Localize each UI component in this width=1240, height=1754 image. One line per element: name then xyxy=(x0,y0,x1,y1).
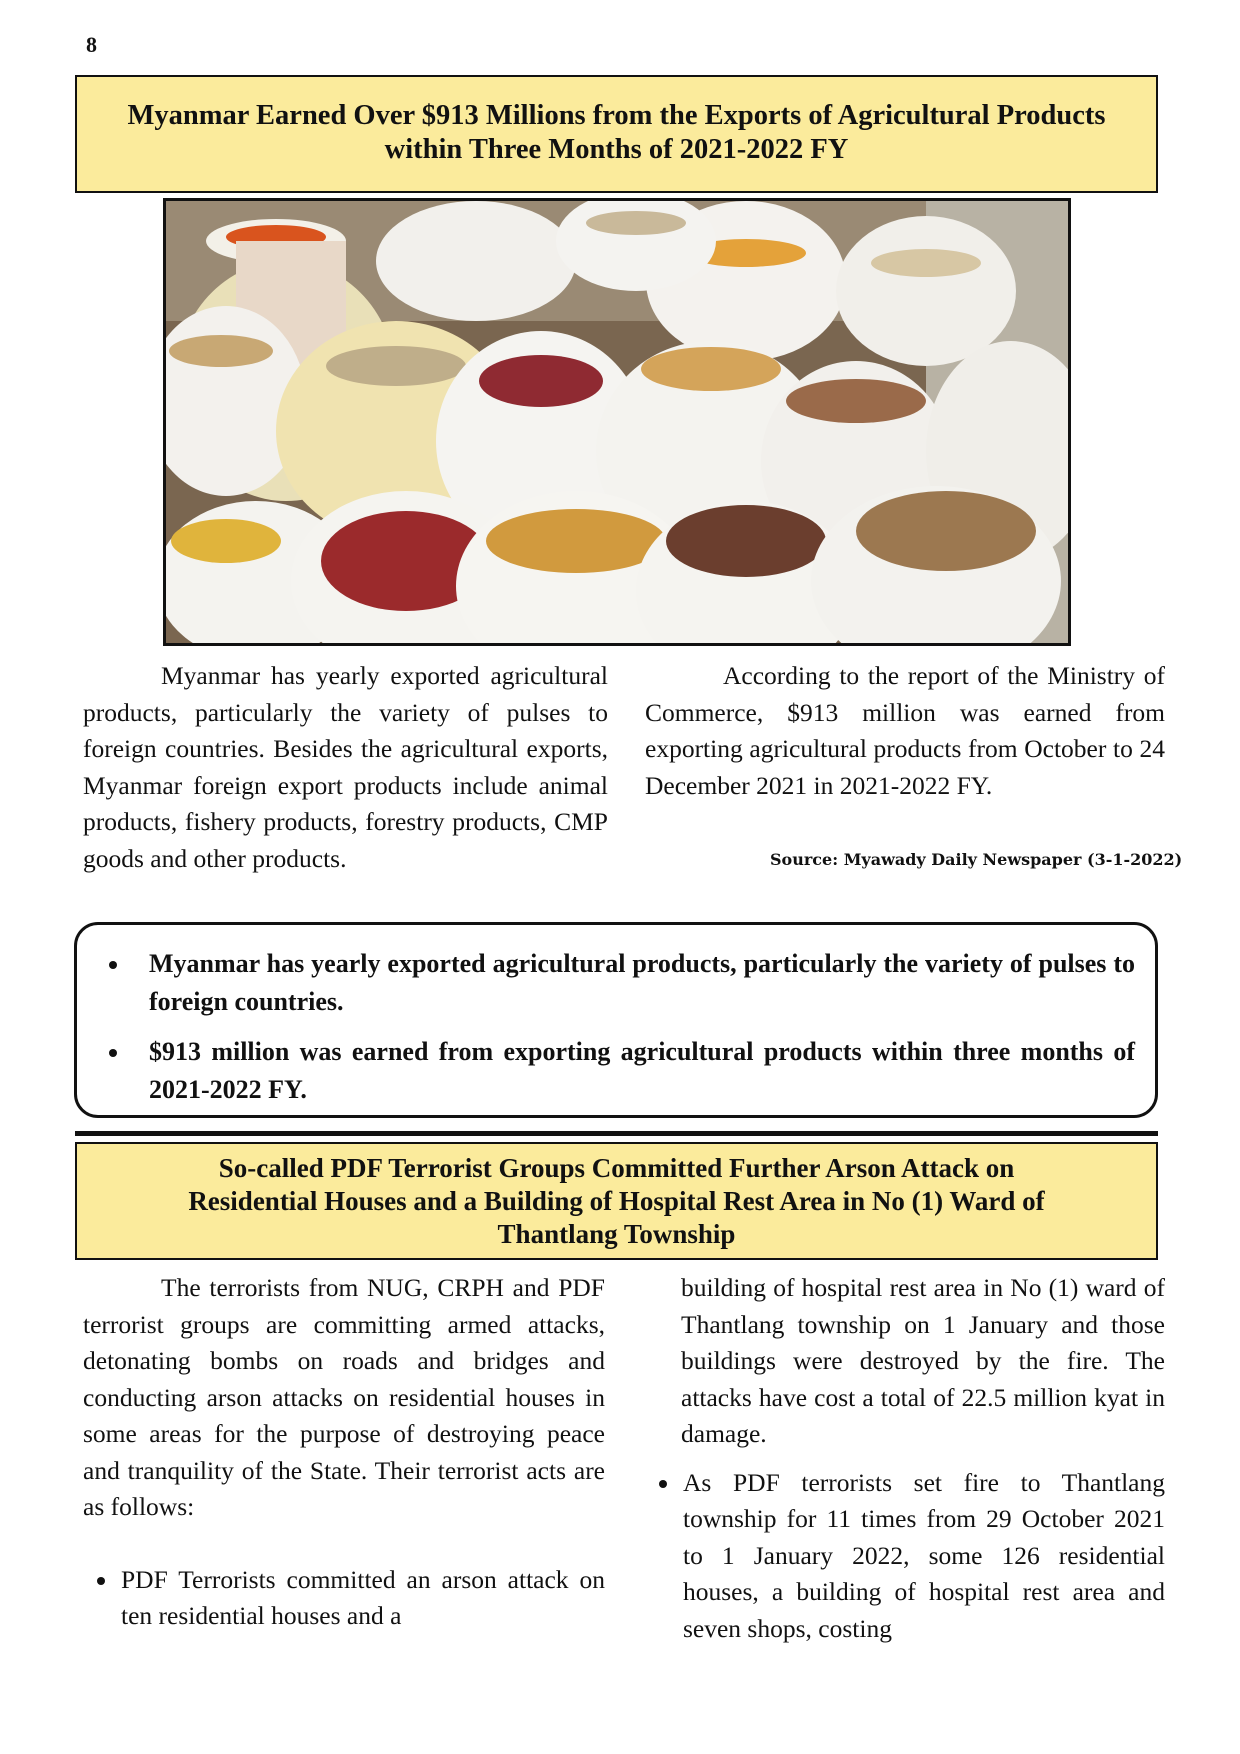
headline-line: Myanmar Earned Over $913 Millions from the Exports of Agricultural Products xyxy=(127,100,1106,131)
bullet-item: • PDF Terrorists committed an arson attack on ten residential houses and a xyxy=(119,1562,605,1635)
article1-left-column xyxy=(83,658,608,877)
paragraph: Myanmar has yearly exported agricultural products, particularly the variety of pulses to foreign countries. Besides the agricultural exports, Myanmar foreign export products include animal products, fishery products, forestry products, CMP goods and other products. xyxy=(83,661,608,873)
paragraph: According to the report of the Ministry of Commerce, $913 million was earned from exporting agricultural products from October to 24 December 2021 in 2021-2022 FY. xyxy=(645,661,1165,800)
article2-left-column xyxy=(83,1270,605,1635)
bullet-item: • As PDF terrorists set fire to Thantlang township for 11 times from 29 October 2021 to 1 January 2022, some 126 residential houses, a building of hospital rest area and seven shops, costing xyxy=(681,1465,1165,1648)
summary-box xyxy=(74,922,1158,1118)
headline-line: Residential Houses and a Building of Hospital Rest Area in No (1) Ward of xyxy=(188,1186,1045,1216)
sacks-of-pulses-illustration xyxy=(166,201,1068,643)
headline-line: So-called PDF Terrorist Groups Committed Further Arson Attack on xyxy=(218,1153,1015,1183)
article-headline xyxy=(75,1142,1158,1260)
summary-point: • Myanmar has yearly exported agricultural products, particularly the variety of pulses to foreign countries. xyxy=(131,945,1135,1021)
paragraph: building of hospital rest area in No (1) ward of Thantlang township on 1 January and those buildings were destroyed by the fire. The attacks have cost a total of 22.5 million kyat in damage. xyxy=(681,1273,1165,1448)
headline-line: within Three Months of 2021-2022 FY xyxy=(384,134,849,165)
article1-right-column xyxy=(645,658,1165,804)
section-divider xyxy=(75,1131,1158,1136)
paragraph: The terrorists from NUG, CRPH and PDF terrorist groups are committing armed attacks, detonating bombs on roads and bridges and conducting arson attacks on residential houses in some areas for the purpose of destroying peace and tranquility of the State. Their terrorist acts are as follows: xyxy=(83,1273,605,1521)
article-headline xyxy=(75,75,1158,193)
headline-line: Thantlang Township xyxy=(497,1219,736,1249)
summary-point: • $913 million was earned from exporting agricultural products within three months of 2021-2022 FY. xyxy=(131,1033,1135,1109)
article2-right-column xyxy=(645,1270,1165,1647)
source-citation: Source: Myawady Daily Newspaper (3-1-2022) xyxy=(770,850,1183,869)
page-number: 8 xyxy=(86,32,97,57)
article-photo xyxy=(163,198,1071,646)
